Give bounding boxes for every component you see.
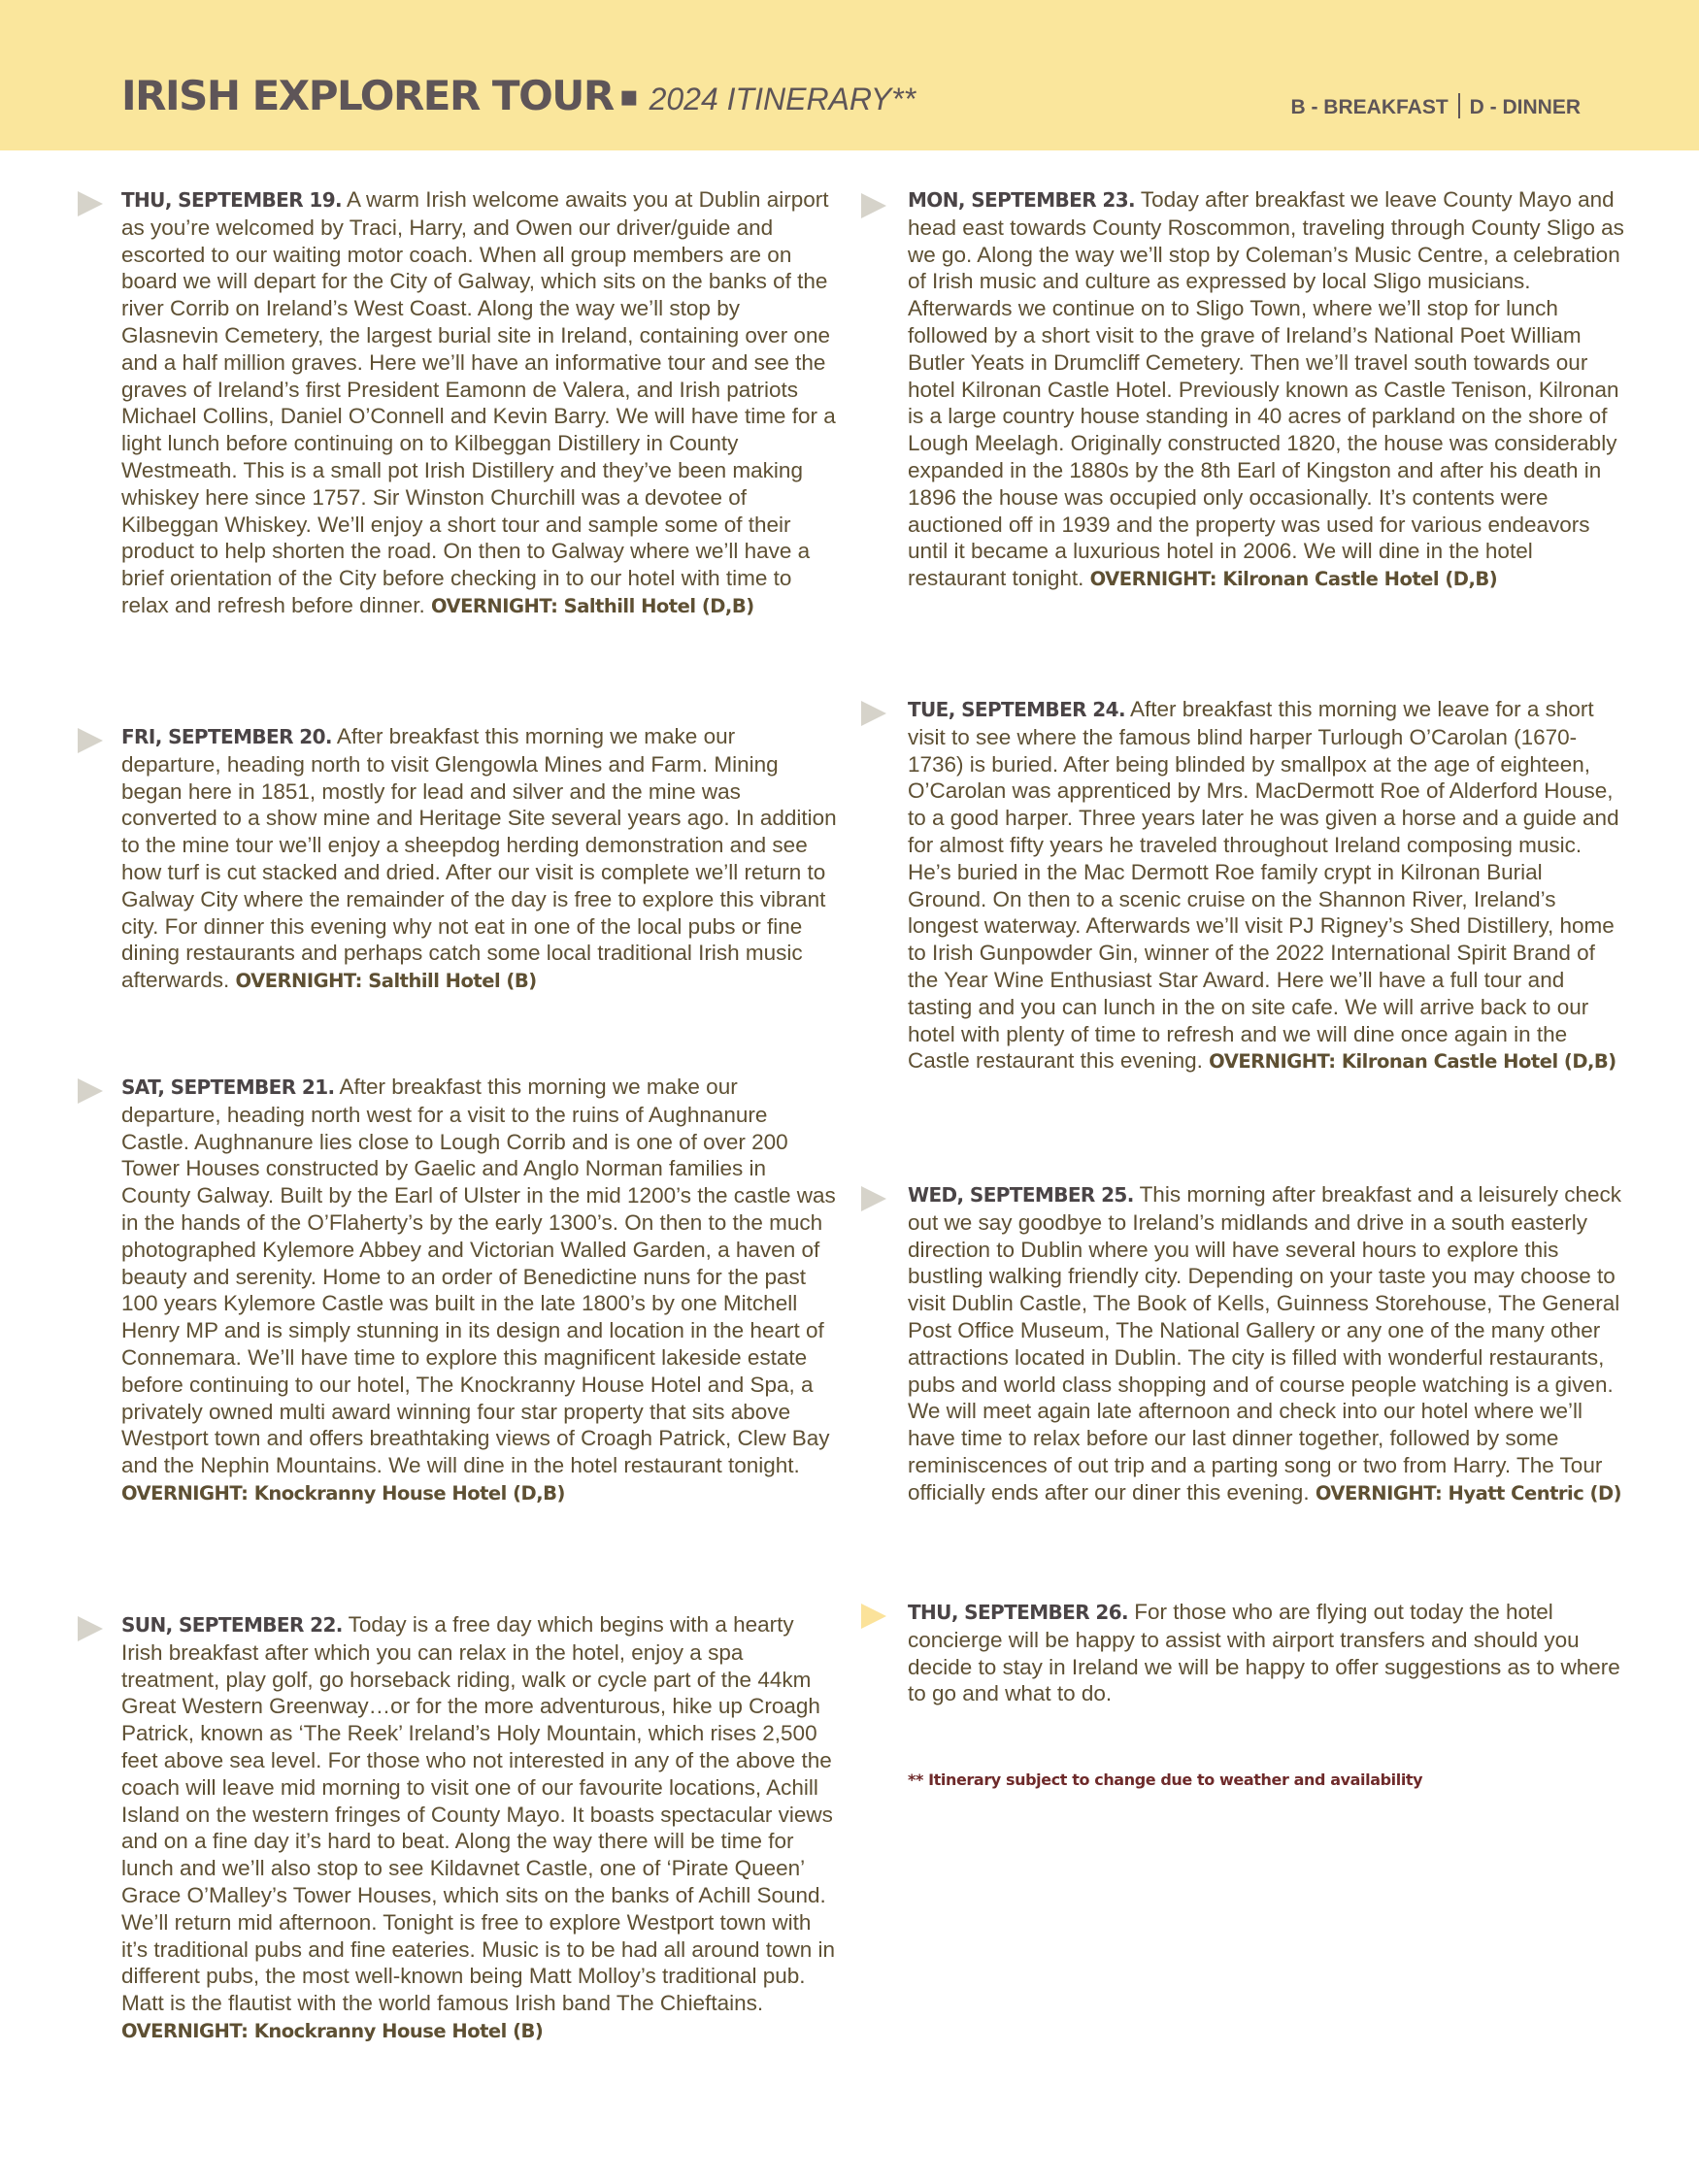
- day-arrow-icon: [78, 728, 103, 753]
- day-date: TUE, SEPTEMBER 24.: [908, 698, 1125, 721]
- legend-divider: [1458, 93, 1460, 118]
- day-date: SAT, SEPTEMBER 21.: [121, 1075, 335, 1099]
- itinerary-footnote: ** Itinerary subject to change due to weather and availability: [908, 1770, 1423, 1789]
- day-date: SUN, SEPTEMBER 22.: [121, 1613, 343, 1637]
- day-entry-sep-24: [908, 696, 1626, 1075]
- day-description: After breakfast this morning we make our departure, heading north to visit Glengowla Mines and Farm. Mining began here in 1851, mostly for lead and silver and the mine was converted to a show mine and Heritage Site several years ago. In addition to the mine tour we’ll enjoy a sheepdog herding demonstration and see how turf is cut stacked and dried. After our visit is complete we’ll return to Galway City where the remainder of the day is free to explore this vibrant city. For dinner this evening why not eat in one of the local pubs or fine dining restaurants and perhaps catch some local traditional Irish music afterwards.: [121, 724, 837, 993]
- day-arrow-icon: [78, 1616, 103, 1641]
- day-entry-sep-21: [121, 1074, 840, 1507]
- header-band: [0, 0, 1699, 150]
- day-entry-sep-23: [908, 186, 1626, 593]
- itinerary-subtitle: 2024 ITINERARY**: [649, 82, 916, 116]
- overnight-info: OVERNIGHT: Knockranny House Hotel (D,B): [121, 1481, 565, 1505]
- day-arrow-icon: [78, 191, 103, 216]
- legend-dinner: D - DINNER: [1469, 96, 1581, 118]
- day-description: After breakfast this morning we leave for a short visit to see where the famous blind harper Turlough O’Carolan (1670-1736) is buried. After being blinded by smallpox at the age of eighteen, O’Carolan was apprenticed by Mrs. MacDermott Roe of Alderford House, to a good harper. Three years later he was given a horse and a guide and for almost fifty years he traveled throughout Ireland composing music. He’s buried in the Mac Dermott Roe family crypt in Kilronan Burial Ground. On then to a scenic cruise on the Shannon River, Ireland’s longest waterway. Afterwards we’ll visit PJ Rigney’s Shed Distillery, home to Irish Gunpowder Gin, winner of the 2022 International Spirit Brand of the Year Wine Enthusiast Star Award. Here we’ll have a full tour and tasting and you can lunch in the on site cafe. We will arrive back to our hotel with plenty of time to refresh and we will dine once again in the Castle restaurant this evening.: [908, 697, 1619, 1074]
- day-arrow-icon: [861, 701, 886, 726]
- day-entry-sep-19: [121, 186, 840, 620]
- day-arrow-icon: [861, 1186, 886, 1211]
- tour-title: IRISH EXPLORER TOUR: [121, 72, 614, 119]
- overnight-info: OVERNIGHT: Salthill Hotel (D,B): [430, 594, 754, 617]
- day-entry-sep-25: [908, 1181, 1626, 1507]
- day-date: THU, SEPTEMBER 26.: [908, 1601, 1129, 1624]
- day-description: Today is a free day which begins with a hearty Irish breakfast after which you can relax in the hotel, enjoy a spa treatment, play golf, go horseback riding, walk or cycle part of the 44km Great Western Greenway…or for the more adventurous, hike up Croagh Patrick, known as ‘The Reek’ Ireland’s Holy Mountain, which rises 2,500 feet above sea level. For those who not interested in any of the above the coach will leave mid morning to visit one of our favourite locations, Achill Island on the western fringes of County Mayo. It boasts spectacular views and on a fine day it’s hard to beat. Along the way there will be time for lunch and we’ll also stop to see Kildavnet Castle, one of ‘Pirate Queen’ Grace O’Malley’s Tower Houses, which sits on the banks of Achill Sound. We’ll return mid afternoon. Tonight is free to explore Westport town with it’s traditional pubs and fine eateries. Music is to be had all around town in different pubs, the most well-known being Matt Molloy’s traditional pub. Matt is the flautist with the world famous Irish band The Chieftains.: [121, 1612, 836, 2016]
- day-description: After breakfast this morning we make our departure, heading north west for a visit to the ruins of Aughnanure Castle. Aughnanure lies close to Lough Corrib and is one of over 200 Tower Houses constructed by Gaelic and Anglo Norman families in County Galway. Built by the Earl of Ulster in the mid 1200’s the castle was in the hands of the O’Flaherty’s by the early 1300’s. On then to the much photographed Kylemore Abbey and Victorian Walled Garden, a haven of beauty and serenity. Home to an order of Benedictine nuns for the past 100 years Kylemore Castle was built in the late 1800’s by one Mitchell Henry MP and is simply stunning in its design and location in the heart of Connemara. We’ll have time to explore this magnificent lakeside estate before continuing to our hotel, The Knockranny House Hotel and Spa, a privately owned multi award winning four star property that sits above Westport town and offers breathtaking views of Croagh Patrick, Clew Bay and the Nephin Mountains. We will dine in the hotel restaurant tonight.: [121, 1075, 836, 1478]
- overnight-info: OVERNIGHT: Kilronan Castle Hotel (D,B): [1089, 568, 1498, 591]
- day-description: A warm Irish welcome awaits you at Dublin airport as you’re welcomed by Traci, Harry, and Owen our driver/guide and escorted to our waiting motor coach. When all group members are on board we will depart for the City of Galway, which sits on the banks of the river Corrib on Ireland’s West Coast. Along the way we’ll stop by Glasnevin Cemetery, the largest burial site in Ireland, containing over one and a half million graves. Here we’ll have an informative tour and see the graves of Ireland’s first President Eamonn de Valera, and Irish patriots Michael Collins, Daniel O’Connell and Kevin Barry. We will have time for a light lunch before continuing on to Kilbeggan Distillery in County Westmeath. This is a small pot Irish Distillery and they’ve been making whiskey here since 1757. Sir Winston Churchill was a devotee of Kilbeggan Whiskey. We’ll enjoy a short tour and sample some of their product to help shorten the road. On then to Galway where we’ll have a brief orientation of the City before checking in to our hotel with time to relax and refresh before dinner.: [121, 187, 836, 617]
- day-arrow-icon: [78, 1078, 103, 1104]
- day-entry-sep-26: [908, 1599, 1626, 1708]
- day-arrow-icon: [861, 193, 886, 218]
- day-arrow-icon: [861, 1604, 886, 1629]
- title-separator-icon: ▪: [618, 80, 638, 114]
- day-date: THU, SEPTEMBER 19.: [121, 188, 343, 212]
- day-date: WED, SEPTEMBER 25.: [908, 1183, 1134, 1207]
- day-date: FRI, SEPTEMBER 20.: [121, 725, 332, 748]
- day-date: MON, SEPTEMBER 23.: [908, 188, 1136, 212]
- overnight-info: OVERNIGHT: Kilronan Castle Hotel (D,B): [1209, 1050, 1616, 1074]
- meal-legend: [1290, 93, 1581, 119]
- day-description: Today after breakfast we leave County Mayo and head east towards County Roscommon, traveling through County Sligo as we go. Along the way we’ll stop by Coleman’s Music Centre, a celebration of Irish music and culture as expressed by local Sligo musicians. Afterwards we continue on to Sligo Town, where we’ll stop for lunch followed by a short visit to the grave of Ireland’s National Poet William Butler Yeats in Drumcliff Cemetery. Then we’ll travel south towards our hotel Kilronan Castle Hotel. Previously known as Castle Tenison, Kilronan is a large country house standing in 40 acres of parkland on the shore of Lough Meelagh. Originally constructed 1820, the house was considerably expanded in the 1880s by the 8th Earl of Kingston and after his death in 1896 the house was occupied only occasionally. It’s contents were auctioned off in 1939 and the property was used for various endeavors until it became a luxurious hotel in 2006. We will dine in the hotel restaurant tonight.: [908, 187, 1624, 591]
- overnight-info: OVERNIGHT: Hyatt Centric (D): [1315, 1481, 1622, 1505]
- day-description: For those who are flying out today the hotel concierge will be happy to assist with airport transfers and should you decide to stay in Ireland we will be happy to offer suggestions as to where to go and what to do.: [908, 1600, 1620, 1706]
- overnight-info: OVERNIGHT: Knockranny House Hotel (B): [121, 2019, 544, 2042]
- overnight-info: OVERNIGHT: Salthill Hotel (B): [235, 970, 537, 993]
- day-entry-sep-22: [121, 1611, 840, 2045]
- page-title: [121, 72, 916, 119]
- day-entry-sep-20: [121, 723, 840, 995]
- day-description: This morning after breakfast and a leisurely check out we say goodbye to Ireland’s midlands and drive in a south easterly direction to Dublin where you will have several hours to explore this bustling walking friendly city. Depending on your taste you may choose to visit Dublin Castle, The Book of Kells, Guinness Storehouse, The General Post Office Museum, The National Gallery or any one of the many other attractions located in Dublin. The city is filled with wonderful restaurants, pubs and world class shopping and of course people watching is a given. We will meet again late afternoon and check into our hotel where we’ll have time to relax before our last dinner together, followed by some reminiscences of out trip and a parting song or two from Harry. The Tour officially ends after our diner this evening.: [908, 1182, 1622, 1505]
- legend-breakfast: B - BREAKFAST: [1290, 96, 1449, 118]
